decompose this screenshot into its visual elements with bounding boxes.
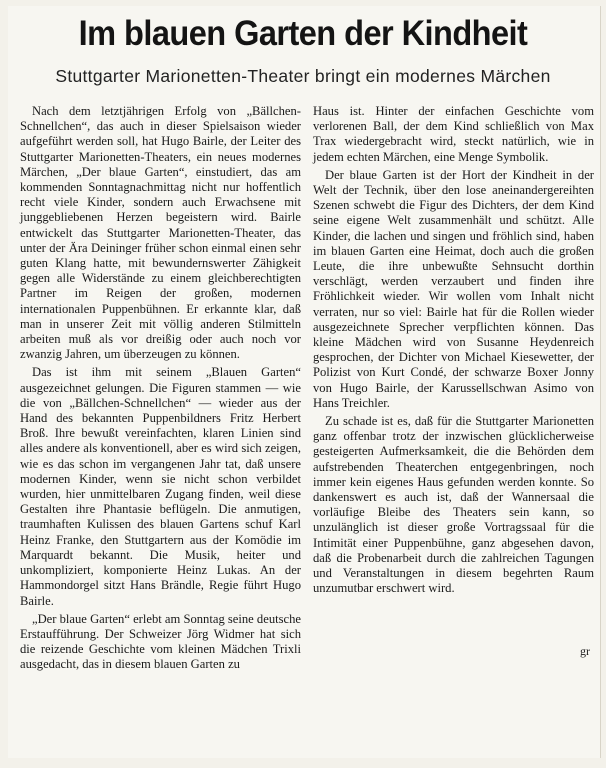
article-subheadline: Stuttgarter Marionetten-Theater bringt ein modernes Märchen — [55, 66, 551, 86]
paragraph: Zu schade ist es, daß für die Stuttgarter Marionetten ganz offenbar trotz der inzwischen glücklicherweise gesteigerten Aufmerksamkeit, die die Behörden dem aufstrebenden Theaterchen entgegenbringen, noch immer kein eigenes Haus gefunden werden konnte. So dankenswert es auch ist, daß der Wannersaal die vorläufige Bleibe des Theaters sein kann, so unzulänglich ist dieser große Vortragssaal für die Intimität einer Puppenbühne, ganz abgesehen davon, daß die Probenarbeit durch die zahlreichen Tagungen und Veranstaltungen in diesem begehrten Raum unzumutbar erschwert wird. — [313, 414, 594, 596]
author-signature: gr — [580, 644, 590, 658]
right-column — [313, 104, 594, 597]
paragraph: Das ist ihm mit seinem „Blauen Garten“ ausgezeichnet gelungen. Die Figuren stammen — wie die von „Bällchen-Schnellchen“ — wieder aus der Hand des bekannten Puppenbildners Fritz Herbert Broß. Ihre bewußt vereinfachten, klaren Linien sind alles andere als konventionell, aber es wird sich zeigen, wie es das schon im vergangenen Jahr tat, daß unsere modernen Kinder, wenn sie nicht schon verbildet wurden, hier unmittelbaren Zugang finden, weil diese Gestalten ihre Phantasie beflügeln. Die anmutigen, traumhaften Kulissen des blauen Gartens schuf Karl Heinz Franke, den Stuttgartern aus der Komödie im Marquardt bekannt. Die Musik, heiter und unkompliziert, komponierte Heinz Lukas. An der Hammondorgel sitzt Hans Brändle, Regie führt Hugo Bairle. — [20, 365, 301, 608]
article-headline: Im blauen Garten der Kindheit — [78, 14, 528, 53]
paragraph: Haus ist. Hinter der einfachen Geschichte vom verlorenen Ball, der dem Kind schließlich von Max Trax wiedergebracht wird, steckt natürlich, wie in jedem echten Märchen, eine Menge Symbolik. — [313, 104, 594, 164]
paragraph: Der blaue Garten ist der Hort der Kindheit in der Welt der Technik, über den lose aneinandergereihten Szenen schwebt die Figur des Dichters, der dem Kind seine eigene Welt zusammenhält und schützt. Alle Kinder, die lachen und singen und fröhlich sind, haben im blauen Garten eine Heimat, doch auch die großen Leute, die ihre unbewußte Sehnsucht dorthin verschlägt, werden verzaubert und finden ihre Fröhlichkeit wieder. Wir wollen vom Inhalt nicht verraten, nur so viel: Bairle hat für die Rollen wieder ausgezeichnete Sprecher verpflichten können. Das kleine Mädchen wird von Susanne Heydenreich gesprochen, der Dichter von Michael Kiesewetter, der Polizist von Kurt Condé, der schwarze Boxer Jonny von Hugo Bairle, der Karussellschwan Asimo von Hans Treichler. — [313, 167, 594, 410]
paragraph: Nach dem letztjährigen Erfolg von „Bällchen-Schnellchen“, das auch in dieser Spielsaison wieder aufgeführt werden soll, hat Hugo Bairle, der Leiter des Stuttgarter Marionetten-Theaters, ein neues modernes Märchen, „Der blaue Garten“, einstudiert, das am kommenden Sonntagnachmittag nicht nur hoffentlich recht viele Kinder, sondern auch Erwachsene mit junggebliebenen Herzen begeistern wird. Bairle entwickelt das Stuttgarter Marionetten-Theater, das unter der Ära Deininger früher schon einmal einen sehr guten Klang hatte, mit bewundernswerter Zähigkeit gegen alle Widerstände zu einem gleichberechtigten Partner im Reigen der großen, modernen internationalen Puppenbühnen. Er erkannte klar, daß man in unserer Zeit mit völlig anderen Stilmitteln arbeiten muß als vor dreißig oder auch noch vor zwanzig Jahren, um überzeugen zu können. — [20, 104, 301, 362]
paragraph: „Der blaue Garten“ erlebt am Sonntag seine deutsche Erstaufführung. Der Schweizer Jörg Widmer hat sich die reizende Geschichte vom kleinen Mädchen Trixli ausgedacht, das in diesem blauen Garten zu — [20, 611, 301, 672]
left-column — [20, 104, 301, 673]
